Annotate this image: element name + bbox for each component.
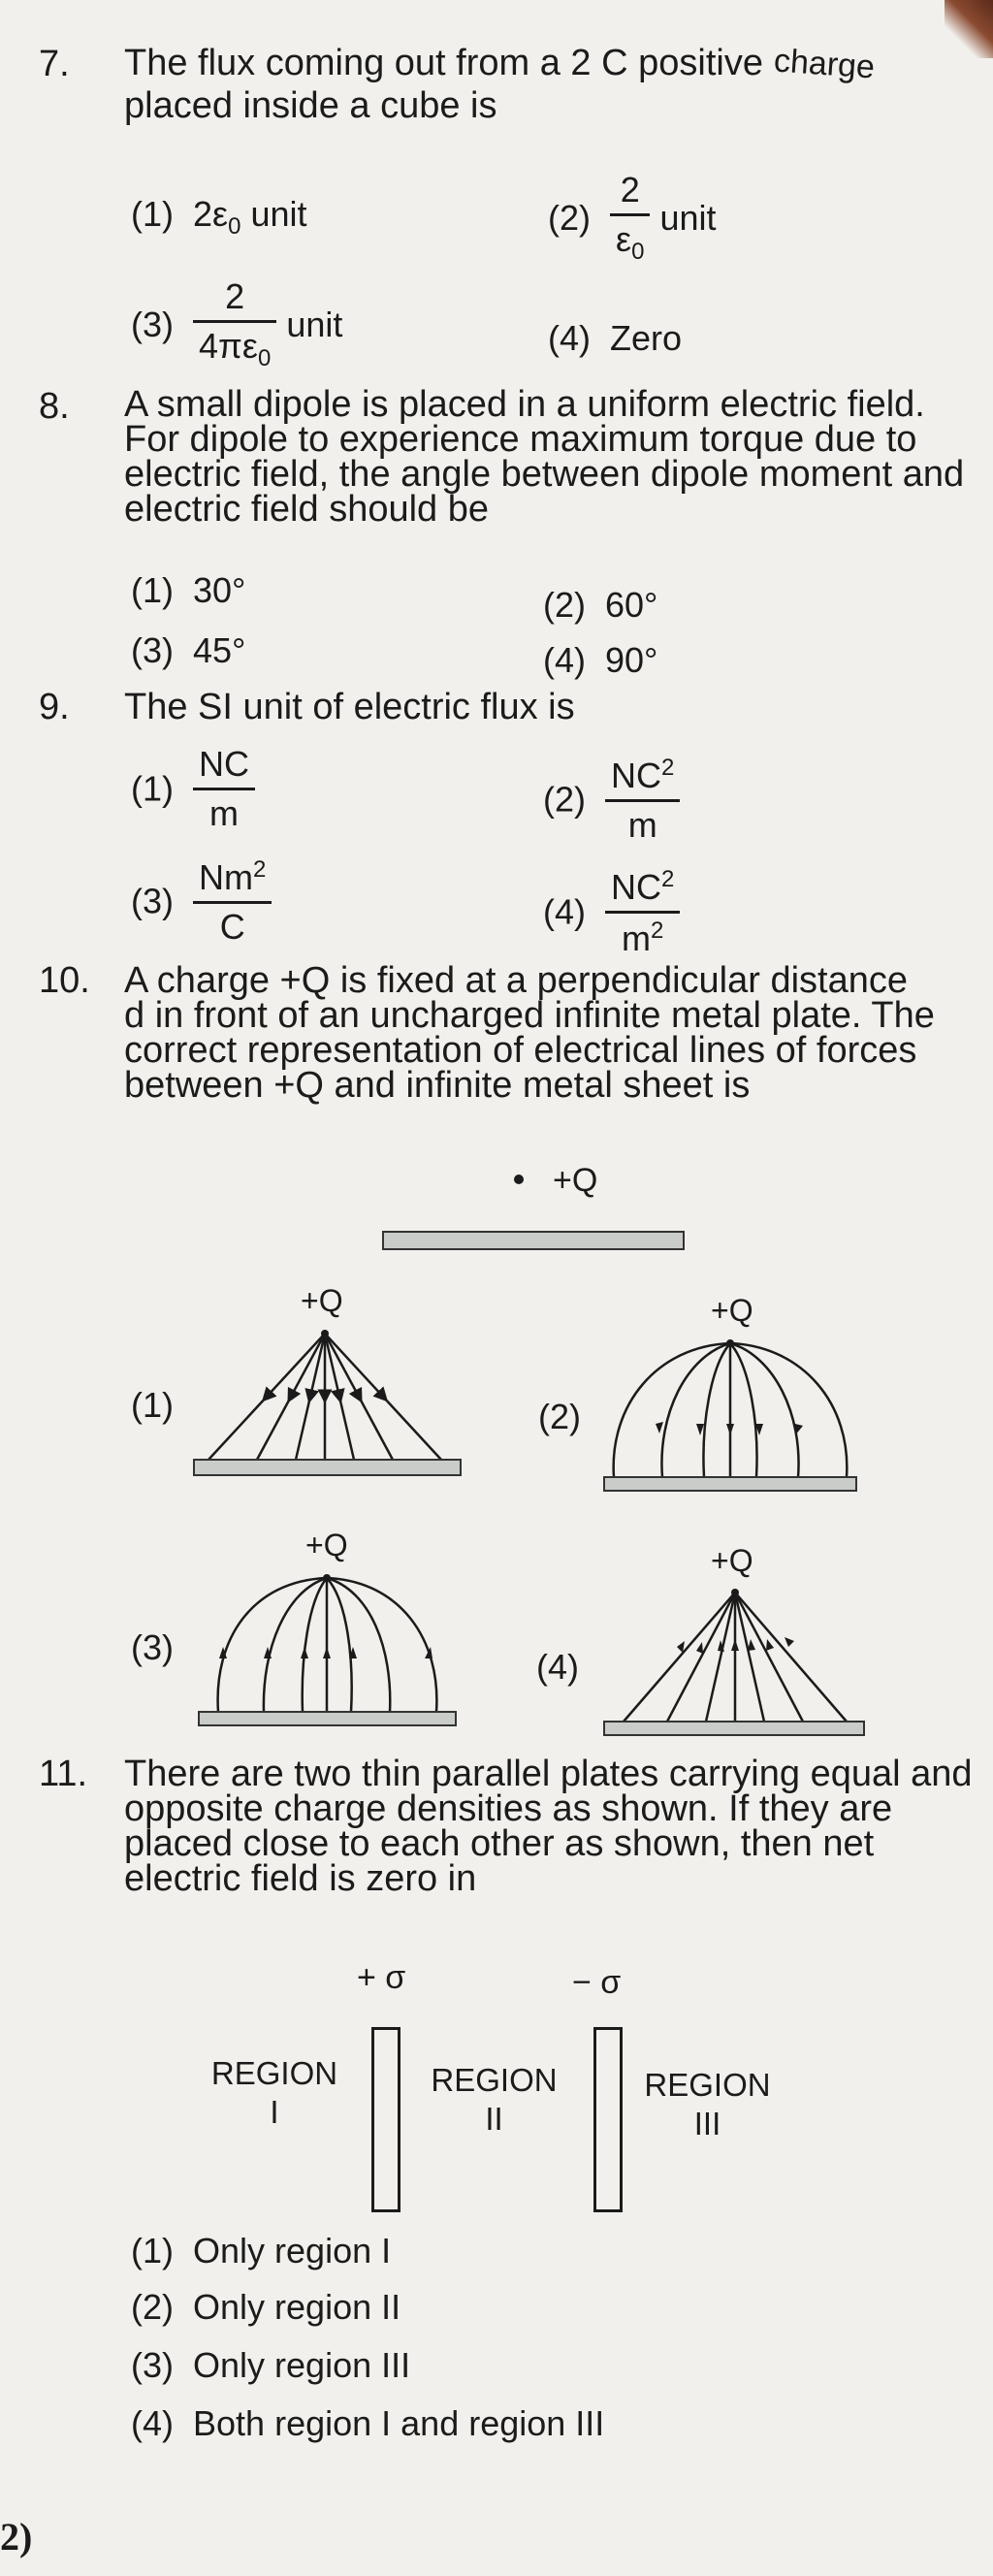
q9-option-2[interactable]	[543, 757, 680, 843]
num-text: NC	[611, 867, 662, 907]
charge-label: +Q	[305, 1528, 348, 1562]
q8-option-3[interactable]	[131, 630, 245, 671]
region-3	[632, 2066, 783, 2143]
den-text: ε	[616, 219, 632, 259]
metal-plate	[194, 1460, 461, 1475]
option-value: Only region II	[193, 2287, 401, 2327]
q7-option-4[interactable]	[548, 318, 682, 359]
q9-option-1[interactable]	[131, 744, 255, 833]
positive-plate	[371, 2027, 400, 2212]
field-lines	[208, 1334, 441, 1460]
option-unit: unit	[286, 305, 343, 345]
page-fragment-mark: 2)	[0, 2515, 33, 2559]
charge-label: +Q	[711, 1543, 753, 1578]
q7-option-2[interactable]	[548, 170, 717, 266]
den-text: m	[622, 918, 652, 958]
q10-option-1-figure	[189, 1280, 470, 1484]
fraction	[610, 170, 650, 266]
metal-plate	[604, 1477, 856, 1491]
fraction	[605, 757, 680, 843]
option-label: (2)	[543, 779, 586, 820]
region-number: II	[485, 2101, 503, 2137]
q8-line-1: A small dipole is placed in a uniform electric field.	[124, 384, 925, 425]
option-unit: unit	[659, 198, 717, 239]
superscript: 2	[661, 866, 675, 892]
q8-option-1[interactable]	[131, 570, 245, 611]
option-value: 2ε	[193, 194, 229, 234]
option-label: (1)	[131, 768, 174, 809]
q10-setup-figure	[368, 1144, 698, 1261]
q7-line2: placed inside a cube is	[124, 85, 497, 126]
q10-line-4: between +Q and infinite metal sheet is	[124, 1065, 751, 1106]
option-value: 30°	[193, 570, 246, 610]
q7-line1	[124, 42, 876, 86]
numerator: 2	[193, 279, 276, 323]
q7-option-1[interactable]	[131, 194, 307, 241]
q10-option-3-label[interactable]: (3)	[131, 1627, 174, 1667]
option-value: 45°	[193, 630, 246, 670]
metal-plate	[199, 1712, 456, 1725]
region-number: III	[693, 2106, 721, 2141]
q7-line1-text: The flux coming out from a 2 C positive	[124, 43, 763, 83]
option-label: (1)	[131, 194, 174, 234]
den-text: 4πε	[199, 326, 258, 366]
q7-line1-tail: charge	[772, 42, 876, 86]
region-word: REGION	[431, 2062, 558, 2098]
q11-option-2[interactable]	[131, 2287, 400, 2328]
region-word: REGION	[210, 2055, 338, 2091]
numerator: NC	[193, 747, 255, 790]
denominator	[605, 914, 680, 956]
photo-corner-shadow	[945, 0, 993, 58]
num-text: Nm	[199, 857, 254, 897]
option-value: 90°	[605, 640, 658, 680]
fraction	[193, 858, 272, 945]
negative-plate	[593, 2027, 623, 2212]
option-value: Only region III	[193, 2345, 411, 2385]
superscript: 2	[661, 755, 675, 781]
q11-option-4[interactable]	[131, 2403, 604, 2444]
subscript: 0	[228, 213, 241, 241]
denominator	[193, 323, 276, 370]
option-label: (2)	[131, 2287, 174, 2327]
q10-option-2-label[interactable]: (2)	[538, 1397, 581, 1436]
option-unit: unit	[240, 194, 307, 234]
denominator: C	[219, 907, 245, 947]
q10-line-1: A charge +Q is fixed at a perpendicular distance	[124, 960, 908, 1001]
region-1	[202, 2054, 347, 2132]
charge-label: +Q	[301, 1283, 343, 1318]
q11-number: 11.	[39, 1754, 88, 1794]
option-label: (3)	[131, 630, 174, 670]
option-label: (4)	[131, 2403, 174, 2443]
q7-number: 7.	[39, 44, 70, 84]
q8-number: 8.	[39, 386, 70, 427]
region-word: REGION	[644, 2067, 771, 2103]
option-label: (4)	[548, 318, 591, 358]
numerator	[193, 858, 272, 904]
option-label: (3)	[131, 305, 174, 345]
q10-option-4-label[interactable]: (4)	[536, 1647, 579, 1687]
option-label: (3)	[131, 881, 174, 921]
numerator	[605, 757, 680, 802]
option-value: 60°	[605, 585, 658, 625]
q11-line-1: There are two thin parallel plates carrying equal and	[124, 1754, 973, 1794]
superscript: 2	[253, 856, 267, 883]
q10-number: 10.	[39, 960, 90, 1001]
denominator: m	[627, 805, 657, 845]
q10-line-3: correct representation of electrical lines of forces	[124, 1030, 917, 1071]
q8-option-2[interactable]	[543, 585, 657, 626]
q8-line-2: For dipole to experience maximum torque due to	[124, 419, 917, 460]
region-2	[419, 2061, 569, 2139]
q11-option-1[interactable]	[131, 2231, 391, 2271]
charge-dot	[514, 1175, 524, 1184]
fraction	[193, 276, 276, 372]
q11-option-3[interactable]	[131, 2345, 410, 2386]
numerator: 2	[610, 173, 650, 216]
q10-line-2: d in front of an uncharged infinite metal plate. The	[124, 995, 935, 1036]
q10-option-3-figure	[194, 1523, 465, 1726]
field-lines	[614, 1343, 848, 1477]
option-label: (1)	[131, 570, 174, 610]
charge-label: +Q	[711, 1293, 753, 1328]
minus-sigma-label: − σ	[572, 1964, 622, 2001]
q8-line-4: electric field should be	[124, 489, 489, 530]
fraction	[193, 744, 255, 833]
q10-option-1-label[interactable]: (1)	[131, 1385, 174, 1425]
option-label: (1)	[131, 2231, 174, 2270]
charge-label: +Q	[553, 1162, 598, 1199]
denominator: m	[209, 793, 240, 833]
option-label: (4)	[543, 891, 586, 932]
q10-option-2-figure	[599, 1288, 861, 1492]
num-text: NC	[611, 756, 662, 795]
q11-line-2: opposite charge densities as shown. If they are	[124, 1788, 893, 1829]
option-label: (3)	[131, 2345, 174, 2385]
region-number: I	[270, 2094, 279, 2130]
metal-plate	[383, 1232, 684, 1249]
q9-line: The SI unit of electric flux is	[124, 687, 575, 727]
q9-option-4[interactable]	[543, 868, 680, 956]
field-lines	[624, 1593, 847, 1722]
option-value: Only region I	[193, 2231, 392, 2270]
q11-line-3: placed close to each other as shown, then net	[124, 1823, 875, 1864]
plus-sigma-label: + σ	[357, 1959, 406, 1996]
q10-option-4-figure	[599, 1532, 871, 1736]
q9-number: 9.	[39, 687, 70, 727]
denominator	[610, 216, 650, 264]
numerator	[605, 868, 680, 914]
superscript: 2	[651, 918, 664, 944]
q9-option-3[interactable]	[131, 858, 272, 945]
option-label: (2)	[548, 198, 591, 239]
q8-line-3: electric field, the angle between dipole moment and	[124, 454, 965, 495]
field-lines	[218, 1578, 437, 1712]
q7-option-3[interactable]	[131, 276, 343, 372]
option-value: Both region I and region III	[193, 2403, 605, 2443]
subscript: 0	[631, 239, 645, 266]
q11-line-4: electric field is zero in	[124, 1858, 477, 1899]
option-value: Zero	[610, 318, 683, 358]
subscript: 0	[257, 345, 272, 372]
option-label: (4)	[543, 640, 586, 680]
option-label: (2)	[543, 585, 586, 625]
metal-plate	[604, 1722, 864, 1735]
q8-option-4[interactable]	[543, 640, 657, 681]
fraction	[605, 868, 680, 956]
